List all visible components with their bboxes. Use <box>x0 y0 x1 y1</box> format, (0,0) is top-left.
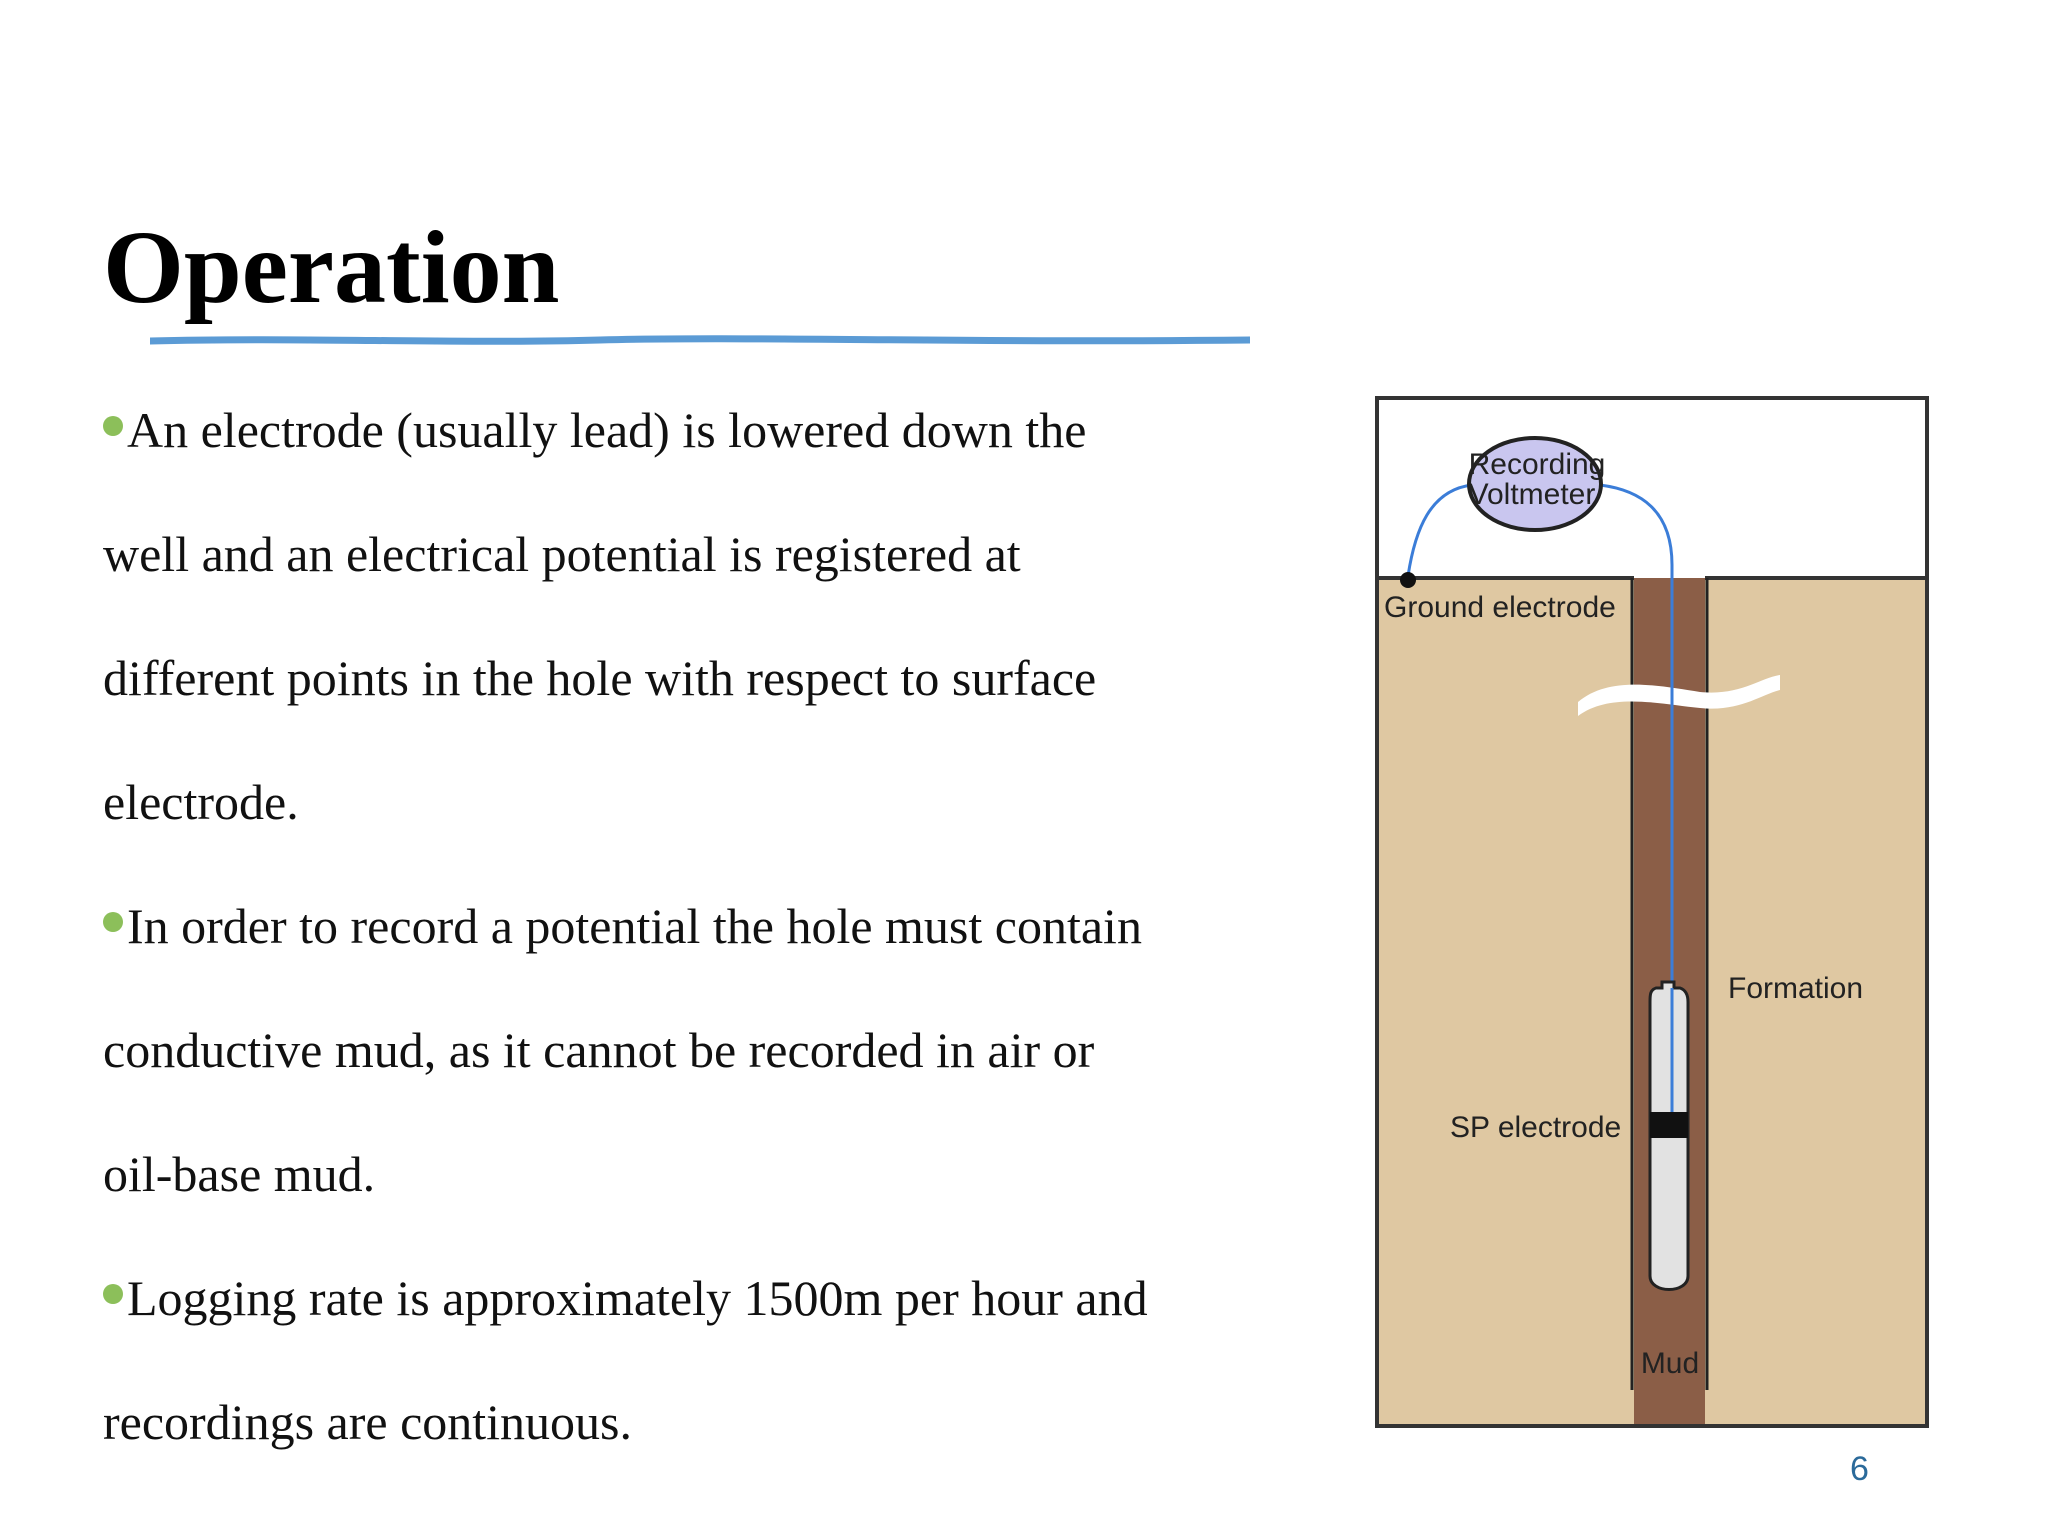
bullet-1-line-1: An electrode (usually lead) is lowered down the <box>127 402 1087 458</box>
bullet-item-2 <box>103 864 1273 1236</box>
slide-title: Operation <box>103 210 560 325</box>
voltmeter-label-line1: Recording <box>1468 448 1606 481</box>
bullet-dot-icon <box>103 912 123 932</box>
bullet-dot-icon <box>103 416 123 436</box>
voltmeter-label-line2: Voltmeter <box>1468 478 1596 511</box>
bullet-list <box>103 368 1273 1484</box>
title-underline <box>150 334 1250 348</box>
formation-label: Formation <box>1728 972 1864 1005</box>
bullet-3-line-2: recordings are continuous. <box>103 1394 633 1450</box>
bullet-1-line-2: well and an electrical potential is registered at <box>103 526 1021 582</box>
ground-electrode-dot <box>1400 572 1416 588</box>
bullet-2-line-1: In order to record a potential the hole must contain <box>127 898 1142 954</box>
mud-label: Mud <box>1640 1347 1700 1380</box>
sp-electrode-band <box>1650 1112 1688 1138</box>
sp-logging-diagram <box>1360 390 1930 1430</box>
bullet-1-line-3: different points in the hole with respect to surface <box>103 650 1097 706</box>
bullet-item-1 <box>103 368 1273 864</box>
bullet-item-3 <box>103 1236 1273 1484</box>
bullet-2-line-2: conductive mud, as it cannot be recorded in air or <box>103 1022 1095 1078</box>
bullet-3-line-1: Logging rate is approximately 1500m per hour and <box>127 1270 1148 1326</box>
page-number: 6 <box>1850 1450 1869 1488</box>
bullet-2-line-3: oil-base mud. <box>103 1146 376 1202</box>
sp-electrode-label: SP electrode <box>1450 1111 1622 1144</box>
bullet-1-line-4: electrode. <box>103 774 299 830</box>
ground-electrode-label: Ground electrode <box>1384 591 1616 624</box>
bullet-dot-icon <box>103 1284 123 1304</box>
